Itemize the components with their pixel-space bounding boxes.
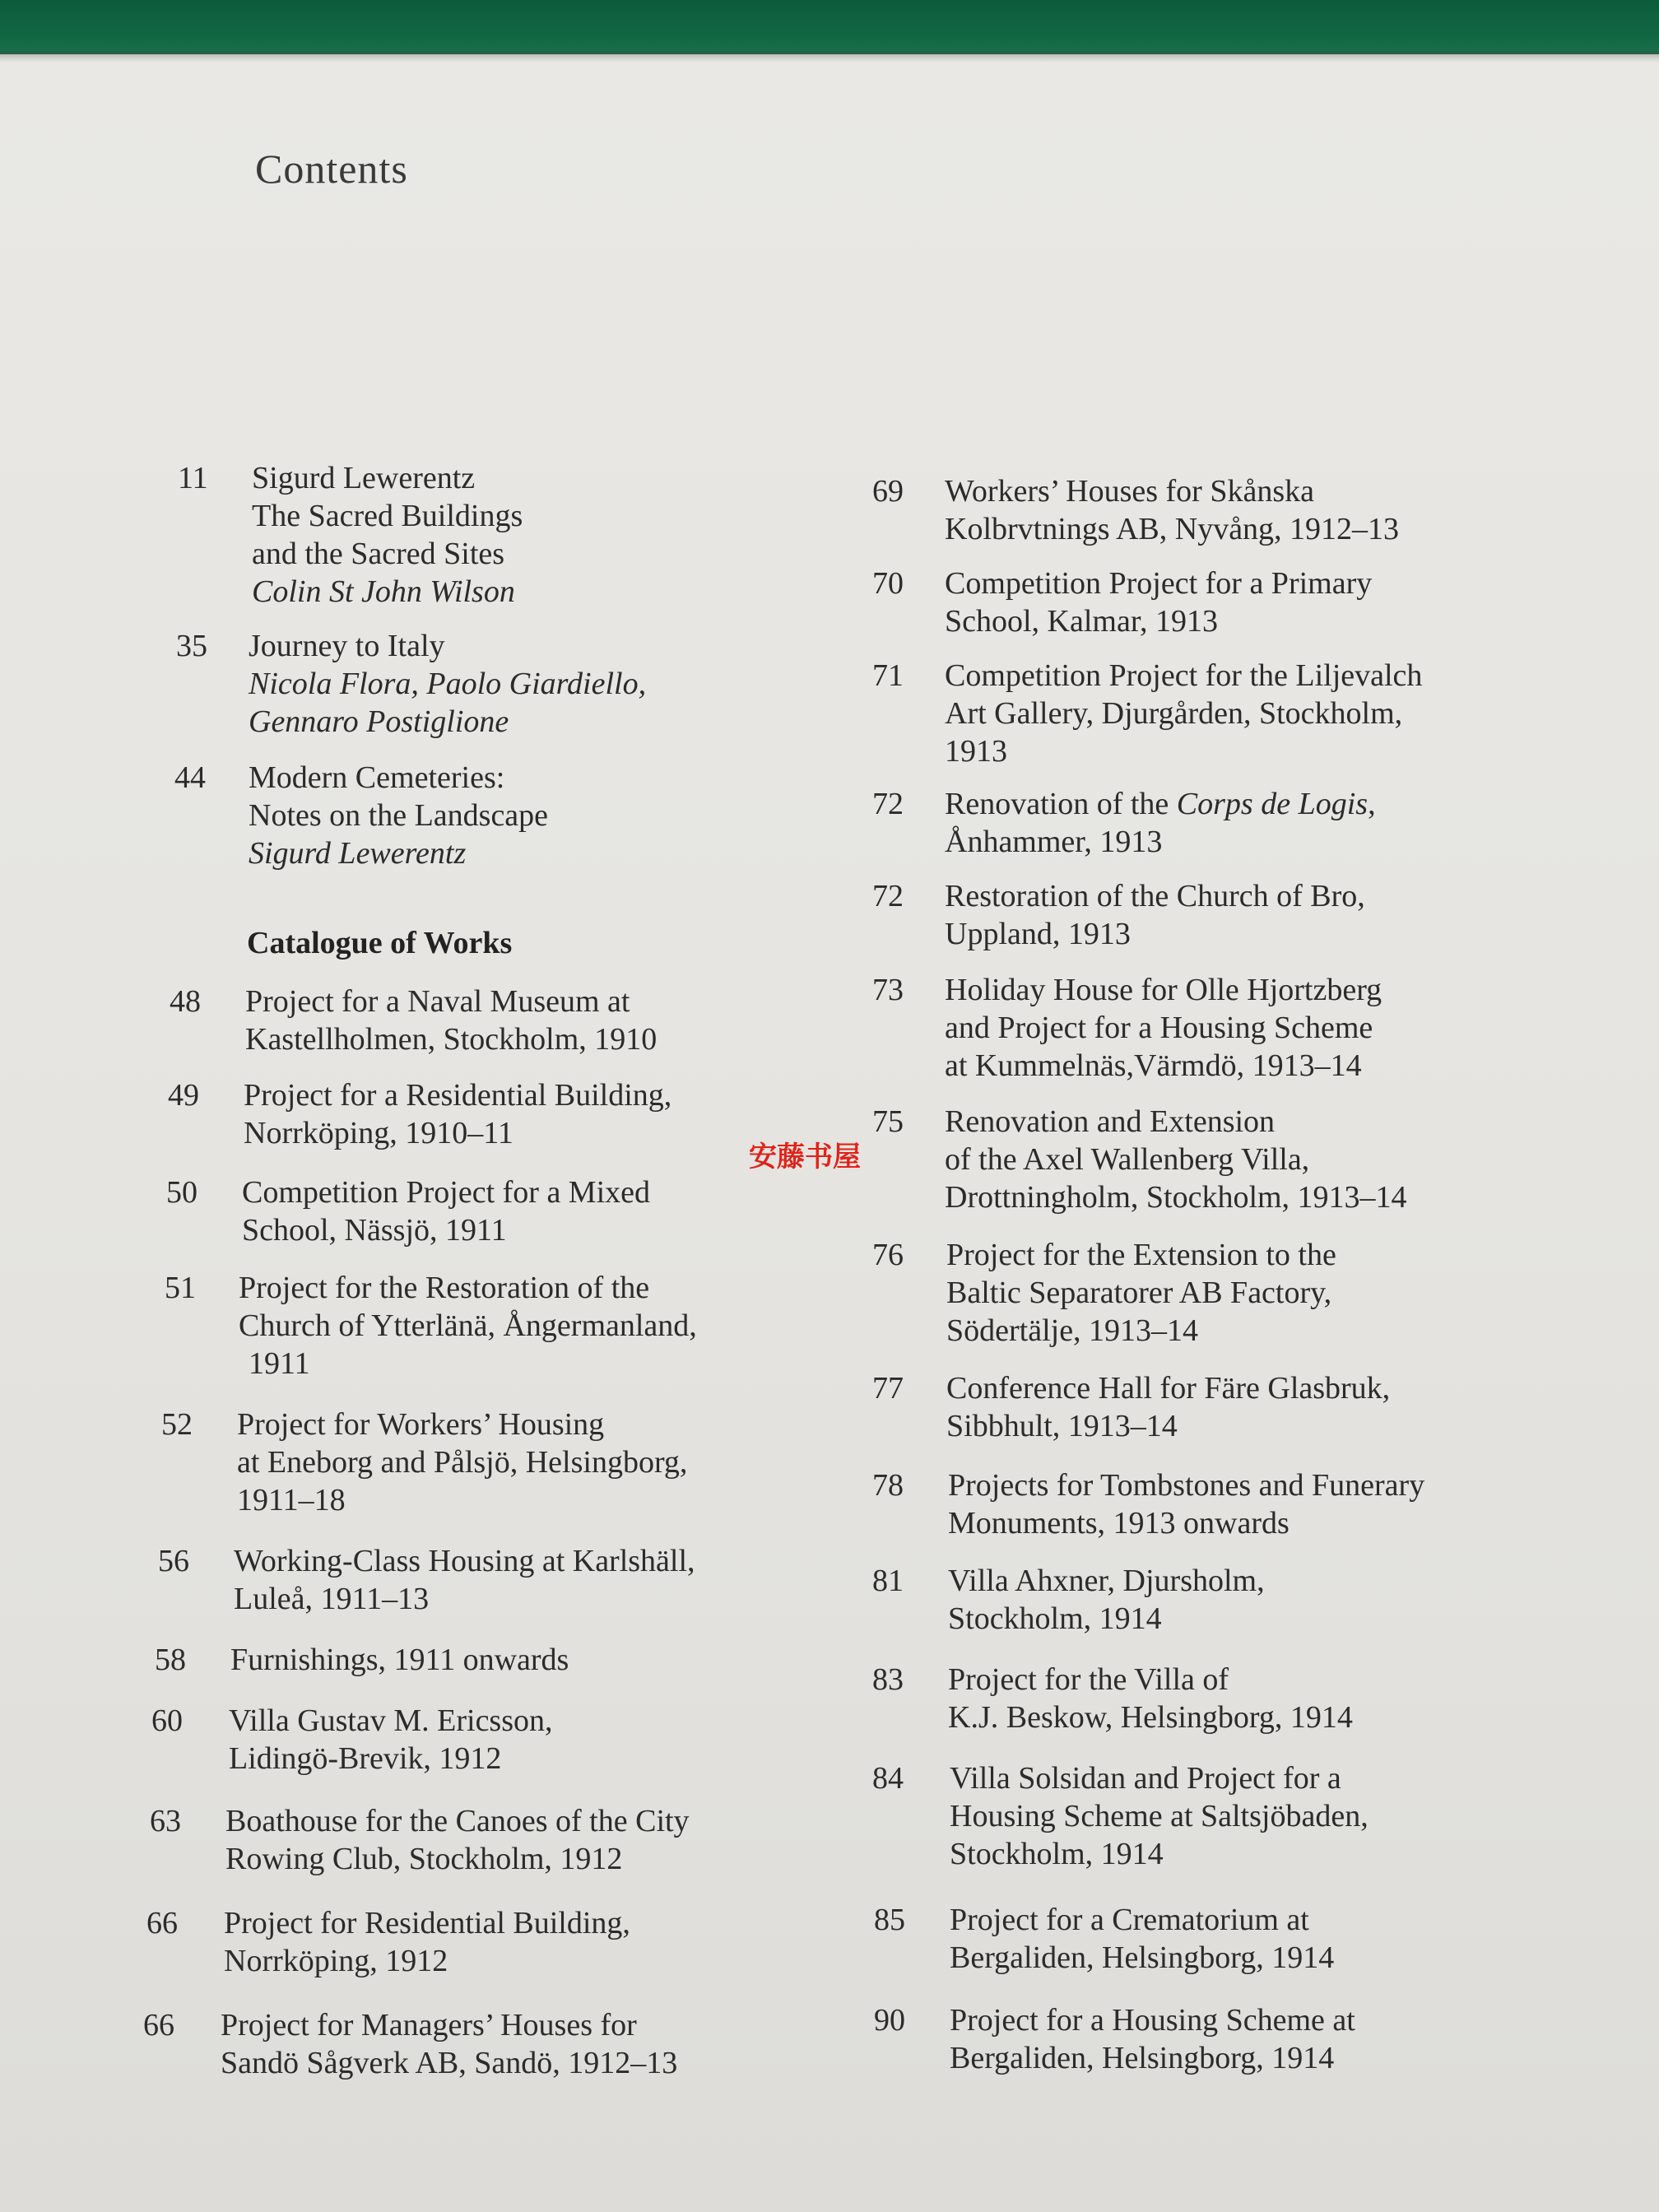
toc-line: Workers’ Houses for Skånska <box>945 474 1314 509</box>
toc-line: Journey to Italy <box>249 629 445 663</box>
toc-line: Stockholm, 1914 <box>948 1601 1162 1636</box>
toc-line: Kastellholmen, Stockholm, 1910 <box>245 1022 658 1057</box>
toc-line: Notes on the Landscape <box>249 798 549 833</box>
toc-line: Project for the Restoration of the <box>239 1271 650 1305</box>
toc-line: School, Nässjö, 1911 <box>242 1213 507 1248</box>
toc-entry-text <box>239 1269 697 1382</box>
toc-page-number: 77 <box>872 1371 904 1406</box>
toc-line: 1911 <box>249 1346 310 1381</box>
toc-line: Modern Cemeteries: <box>249 760 505 795</box>
toc-line: The Sacred Buildings <box>252 499 523 533</box>
toc-entry-text <box>945 785 1376 861</box>
toc-entry-text <box>948 1562 1265 1638</box>
toc-line: Sigurd Lewerentz <box>252 461 476 495</box>
toc-line: Monuments, 1913 onwards <box>948 1506 1290 1540</box>
toc-page-number: 51 <box>165 1271 196 1305</box>
toc-line: Bergaliden, Helsingborg, 1914 <box>950 2041 1335 2075</box>
toc-line: Conference Hall for Färe Glasbruk, <box>946 1371 1391 1406</box>
toc-entry-text <box>950 2001 1355 2077</box>
toc-page-number: 49 <box>168 1078 199 1113</box>
toc-entry-text <box>252 459 523 611</box>
toc-line: Stockholm, 1914 <box>950 1837 1164 1871</box>
toc-line: Project for a Housing Scheme at <box>950 2003 1355 2038</box>
toc-author: Sigurd Lewerentz <box>249 836 467 871</box>
toc-entry-text <box>948 1661 1353 1736</box>
toc-entry-text <box>945 1103 1407 1216</box>
toc-page-number: 56 <box>158 1544 189 1578</box>
toc-entry-text <box>945 472 1399 548</box>
toc-page-number: 50 <box>166 1175 198 1210</box>
toc-line: Project for a Residential Building, <box>244 1078 672 1113</box>
toc-line: Project for Managers’ Houses for <box>221 2008 637 2042</box>
toc-page-number: 63 <box>150 1804 181 1838</box>
toc-line: Project for a Naval Museum at <box>245 984 630 1019</box>
toc-page-number: 76 <box>872 1238 904 1272</box>
toc-line: Villa Gustav M. Ericsson, <box>229 1703 553 1738</box>
toc-entry-text <box>221 2006 677 2082</box>
toc-entry-text <box>237 1406 687 1519</box>
toc-entry-text <box>948 1466 1424 1542</box>
toc-page-number: 52 <box>161 1407 193 1442</box>
toc-entry-text <box>225 1802 690 1878</box>
toc-entry-text <box>946 1369 1390 1445</box>
toc-page-number: 78 <box>872 1468 904 1503</box>
toc-entry-text <box>234 1542 695 1618</box>
toc-line: Bergaliden, Helsingborg, 1914 <box>950 1940 1335 1975</box>
toc-line: School, Kalmar, 1913 <box>945 604 1218 639</box>
toc-page-number: 44 <box>174 760 206 795</box>
toc-line: Baltic Separatorer AB Factory, <box>946 1276 1332 1310</box>
toc-line: Project for Workers’ Housing <box>237 1407 605 1442</box>
toc-page-number: 60 <box>151 1703 183 1738</box>
toc-line: and Project for a Housing Scheme <box>945 1011 1373 1045</box>
toc-line <box>945 785 1376 823</box>
page-title: Contents <box>255 146 408 192</box>
toc-line: Projects for Tombstones and Funerary <box>948 1468 1425 1503</box>
toc-page-number: 72 <box>872 879 904 913</box>
toc-page-number: 66 <box>146 1906 178 1940</box>
toc-line: Sandö Sågverk AB, Sandö, 1912–13 <box>221 2046 678 2080</box>
toc-author: Colin St John Wilson <box>252 574 515 609</box>
toc-line: Södertälje, 1913–14 <box>946 1313 1199 1348</box>
toc-line: Norrköping, 1912 <box>224 1944 448 1978</box>
toc-entry-text <box>945 877 1365 953</box>
toc-line: at Eneborg and Pålsjö, Helsingborg, <box>237 1445 688 1480</box>
toc-line: Kolbrvtnings AB, Nyvång, 1912–13 <box>945 512 1400 546</box>
toc-line: at Kummelnäs,Värmdö, 1913–14 <box>945 1048 1362 1083</box>
toc-line-text: Renovation of the <box>945 787 1177 821</box>
toc-page-number: 90 <box>874 2003 905 2038</box>
toc-page-number: 11 <box>178 461 208 495</box>
toc-line: Holiday House for Olle Hjortzberg <box>945 973 1382 1007</box>
toc-line: Villa Solsidan and Project for a <box>950 1761 1341 1796</box>
toc-line: Restoration of the Church of Bro, <box>945 879 1365 913</box>
toc-line: 1913 <box>945 734 1007 769</box>
toc-entry-text <box>945 971 1382 1085</box>
toc-entry-text <box>950 1901 1334 1977</box>
toc-line-text: , <box>1368 787 1376 821</box>
toc-line: Competition Project for the Liljevalch <box>945 658 1423 693</box>
toc-entry-text <box>229 1702 553 1778</box>
toc-page-number: 48 <box>170 984 201 1019</box>
toc-line: Working-Class Housing at Karlshäll, <box>234 1544 695 1578</box>
toc-author: Nicola Flora, Paolo Giardiello, Gennaro Postiglione <box>249 667 647 739</box>
toc-line: K.J. Beskow, Helsingborg, 1914 <box>948 1700 1353 1735</box>
watermark-text: 安藤书屋 <box>749 1141 861 1173</box>
toc-line: Norrköping, 1910–11 <box>244 1116 514 1150</box>
toc-line: 1911–18 <box>237 1483 346 1517</box>
toc-entry-text <box>224 1904 630 1980</box>
toc-page-number: 73 <box>872 973 904 1007</box>
toc-line: Competition Project for a Primary <box>945 566 1373 601</box>
book-top-edge <box>0 0 1659 54</box>
toc-entry-text <box>249 627 660 741</box>
toc-line: Drottningholm, Stockholm, 1913–14 <box>945 1180 1407 1215</box>
toc-page-number: 69 <box>872 474 904 509</box>
toc-line: Competition Project for a Mixed <box>242 1175 651 1210</box>
toc-page-number: 66 <box>143 2008 174 2042</box>
toc-line: Project for Residential Building, <box>224 1906 630 1940</box>
toc-line-italic: Corps de Logis <box>1176 787 1369 821</box>
toc-line: of the Axel Wallenberg Villa, <box>945 1142 1310 1177</box>
toc-line: Renovation and Extension <box>945 1104 1276 1139</box>
toc-entry-text <box>242 1173 650 1249</box>
toc-page-number: 83 <box>872 1662 904 1697</box>
toc-line: Uppland, 1913 <box>945 917 1131 951</box>
catalogue-heading: Catalogue of Works <box>247 926 513 960</box>
toc-page-number: 85 <box>874 1903 905 1937</box>
toc-entry-text <box>945 657 1422 770</box>
toc-line: Art Gallery, Djurgården, Stockholm, <box>945 696 1403 731</box>
toc-entry-text <box>946 1236 1336 1350</box>
toc-page-number: 35 <box>176 629 207 663</box>
toc-entry-text <box>244 1076 672 1152</box>
toc-line: Boathouse for the Canoes of the City <box>225 1804 690 1838</box>
toc-entry-text <box>230 1641 569 1679</box>
toc-line: Furnishings, 1911 onwards <box>230 1643 569 1677</box>
toc-line: Lidingö-Brevik, 1912 <box>229 1741 502 1776</box>
toc-page-number: 71 <box>872 658 904 693</box>
toc-line: and the Sacred Sites <box>252 537 505 571</box>
toc-line: Project for the Extension to the <box>946 1238 1336 1272</box>
book-top-edge-shadow <box>0 51 1659 63</box>
toc-page-number: 70 <box>872 566 904 601</box>
toc-entry-text <box>950 1759 1369 1873</box>
toc-page-number: 75 <box>872 1104 904 1139</box>
toc-line: Project for the Villa of <box>948 1662 1229 1697</box>
toc-page-number: 58 <box>155 1643 186 1677</box>
toc-entry-text <box>945 565 1372 640</box>
toc-line: Sibbhult, 1913–14 <box>946 1409 1178 1443</box>
toc-entry-text <box>245 983 657 1058</box>
toc-line: Housing Scheme at Saltsjöbaden, <box>950 1799 1369 1833</box>
toc-entry-text <box>249 759 548 872</box>
toc-line: Ånhammer, 1913 <box>945 825 1163 859</box>
toc-line: Project for a Crematorium at <box>950 1903 1309 1937</box>
toc-line: Rowing Club, Stockholm, 1912 <box>225 1842 623 1876</box>
toc-page-number: 81 <box>872 1564 904 1598</box>
toc-page-number: 72 <box>872 787 904 821</box>
toc-line: Luleå, 1911–13 <box>234 1582 430 1616</box>
toc-line: Villa Ahxner, Djursholm, <box>948 1564 1265 1598</box>
toc-line: Church of Ytterlänä, Ångermanland, <box>239 1308 697 1343</box>
toc-page-number: 84 <box>872 1761 904 1796</box>
